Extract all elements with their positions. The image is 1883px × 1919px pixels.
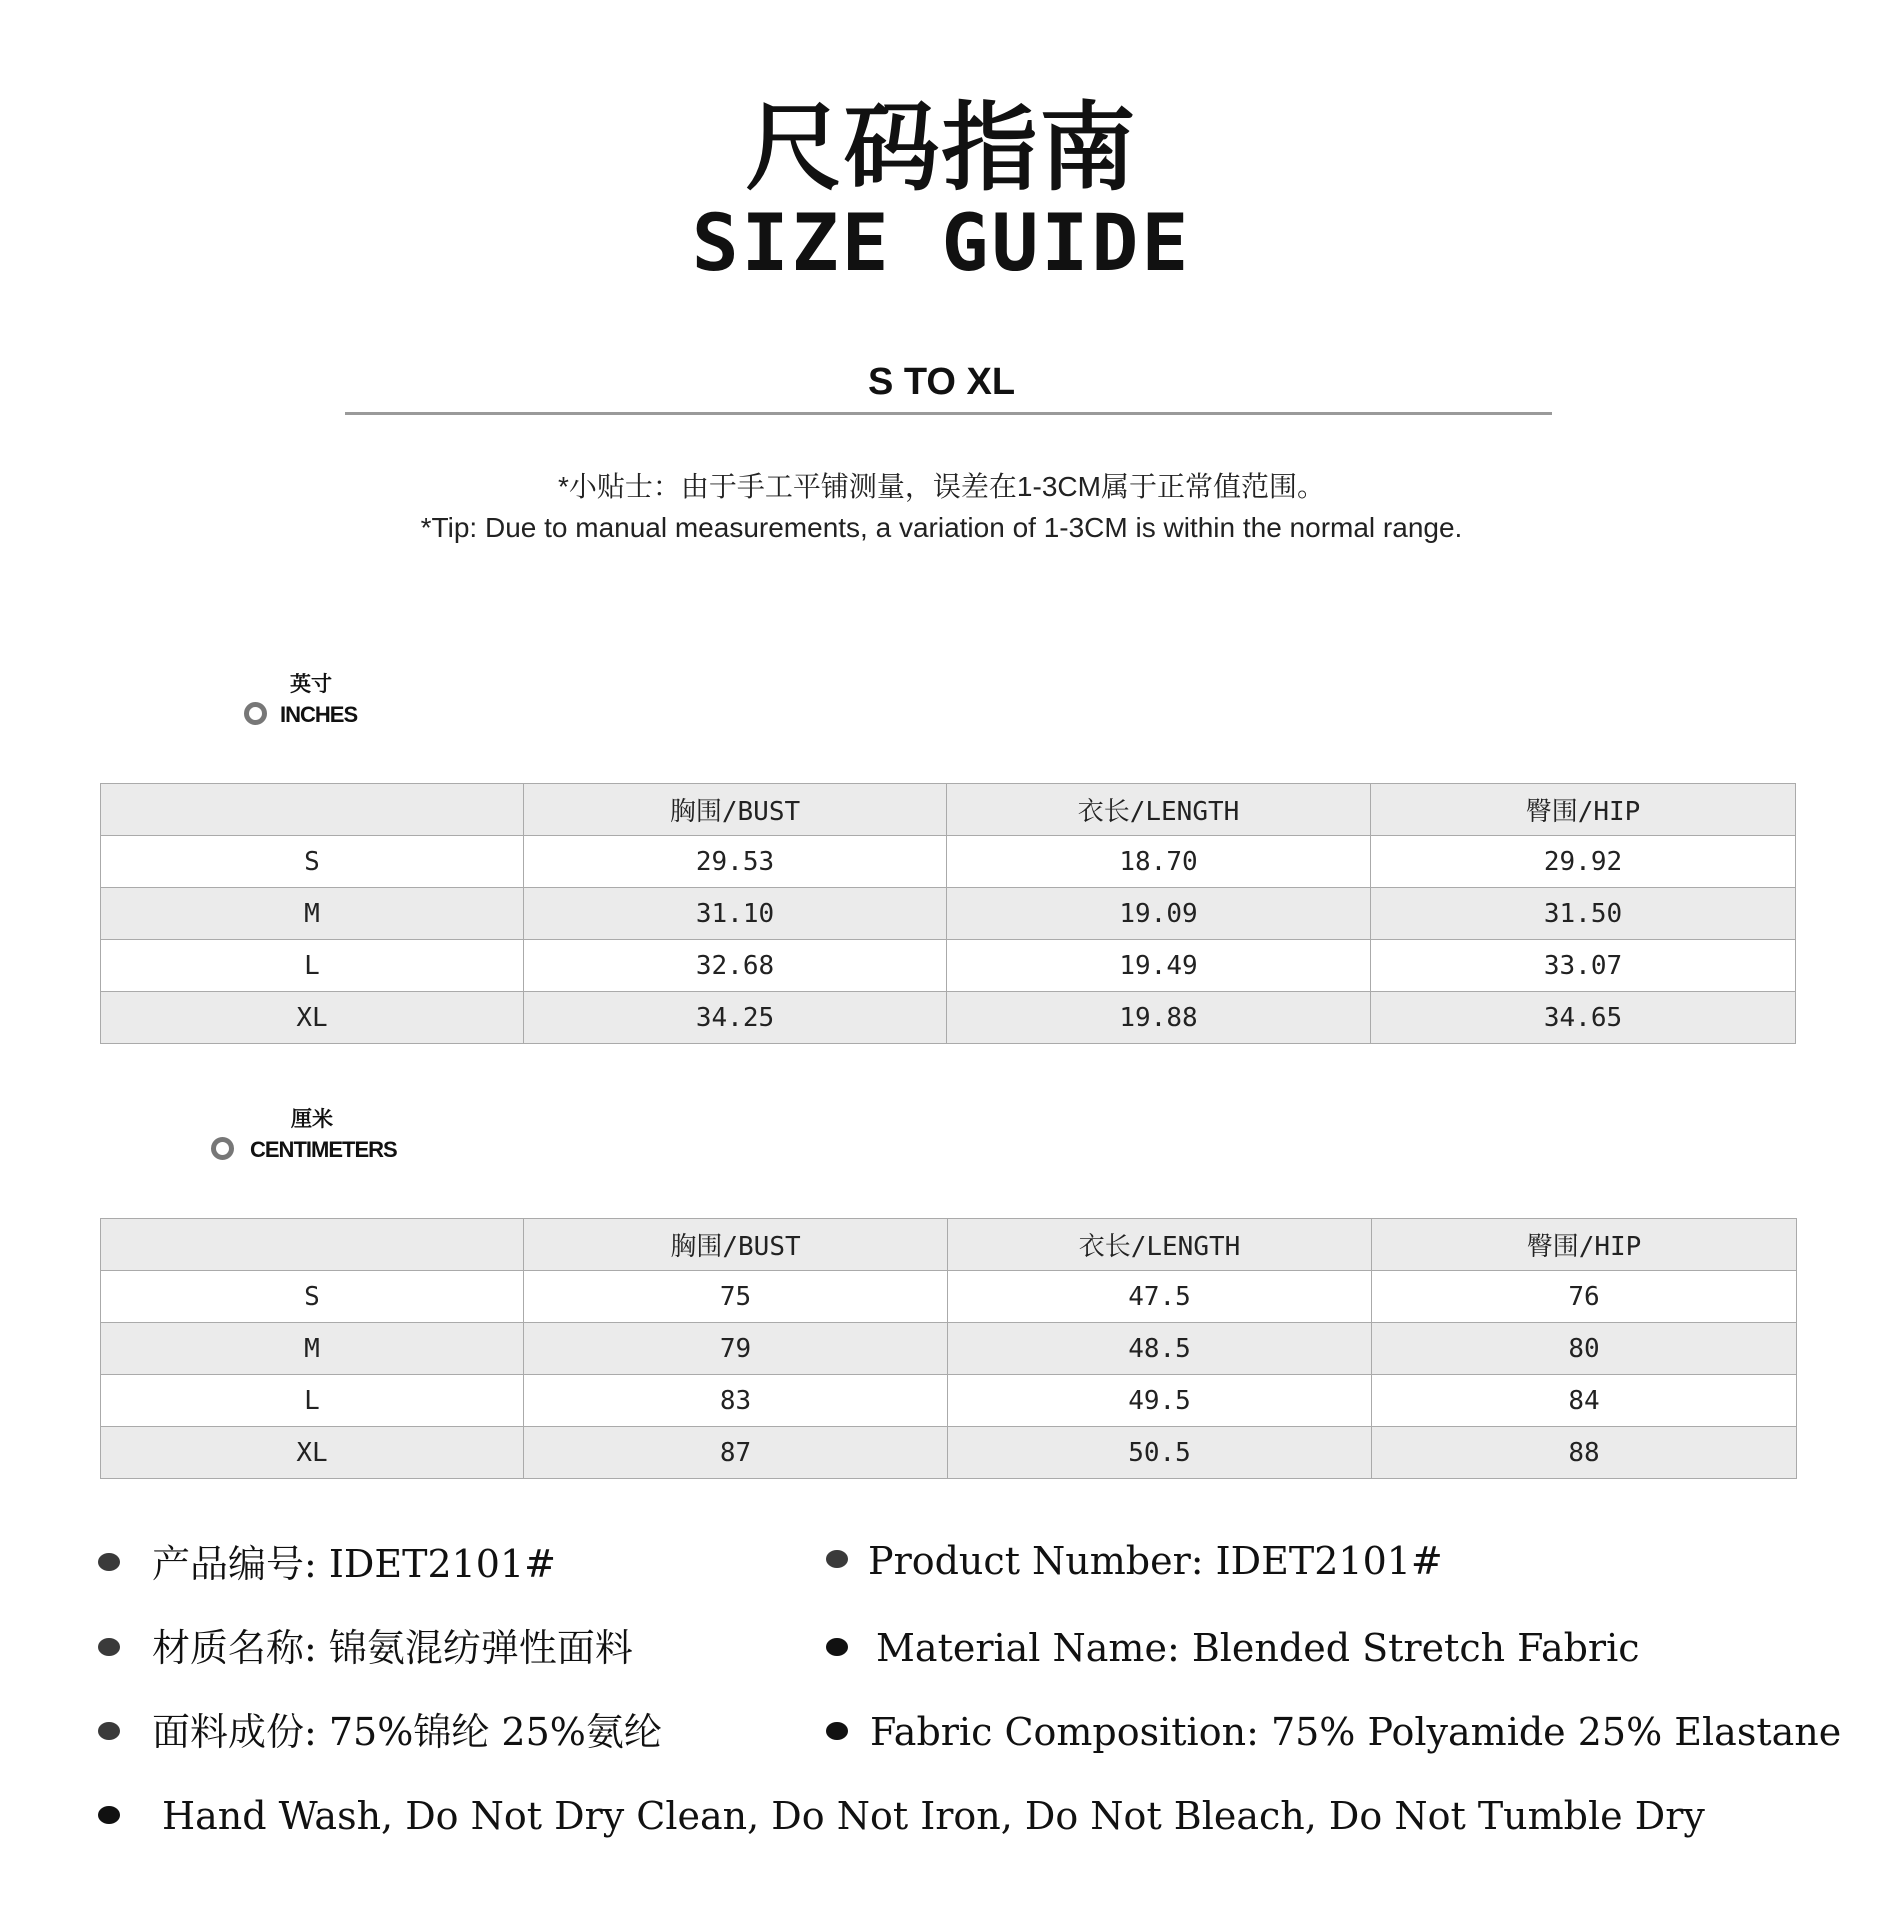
size-range: S TO XL (867, 361, 1016, 403)
table-cell: 84 (1372, 1375, 1797, 1427)
table-cell: 19.09 (947, 888, 1371, 940)
tip-cn: *小贴士：由于手工平铺测量，误差在1-3CM属于正常值范围。 (558, 471, 1325, 502)
bullet-icon (98, 1722, 120, 1740)
header-cell: 衣长/LENGTH (947, 784, 1371, 836)
header-cell: 臀围/HIP (1372, 1219, 1797, 1271)
size-cell: S (101, 836, 524, 888)
table-row (101, 1323, 1797, 1375)
table-cell: 31.50 (1371, 888, 1796, 940)
table-cell: 29.53 (524, 836, 947, 888)
material-en: Material Name: Blended Stretch Fabric (876, 1626, 1640, 1670)
table-cell: 80 (1372, 1323, 1797, 1375)
size-cell: XL (101, 992, 524, 1044)
table-row (101, 940, 1796, 992)
table-row (101, 836, 1796, 888)
bullet-icon (826, 1722, 848, 1740)
table-cell: 50.5 (948, 1427, 1372, 1479)
bullet-icon (98, 1806, 120, 1824)
header-cell: 胸围/BUST (524, 784, 947, 836)
table-row (101, 1271, 1797, 1323)
circle-icon (244, 702, 267, 725)
inches-label-cn: 英寸 (290, 671, 332, 696)
composition-cn: 面料成份: 75%锦纶 25%氨纶 (152, 1710, 662, 1754)
table-row (101, 992, 1796, 1044)
header-cell (101, 1219, 524, 1271)
inches-label-en: INCHES (280, 702, 358, 727)
size-cell: S (101, 1271, 524, 1323)
header-cell (101, 784, 524, 836)
product-number-en: Product Number: IDET2101# (868, 1539, 1443, 1583)
bullet-icon (98, 1638, 120, 1656)
product-number-cn: 产品编号: IDET2101# (152, 1542, 556, 1586)
table-row (101, 1375, 1797, 1427)
table-cell: 88 (1372, 1427, 1797, 1479)
table-cell: 32.68 (524, 940, 947, 992)
table-cell: 49.5 (948, 1375, 1372, 1427)
care-instructions: Hand Wash, Do Not Dry Clean, Do Not Iron, Do Not Bleach, Do Not Tumble Dry (162, 1794, 1705, 1838)
header-cell: 臀围/HIP (1371, 784, 1796, 836)
header-cell: 胸围/BUST (524, 1219, 948, 1271)
size-cell: M (101, 1323, 524, 1375)
table-cell: 34.25 (524, 992, 947, 1044)
bullet-icon (826, 1550, 848, 1568)
table-row (101, 888, 1796, 940)
table-header-row (101, 1219, 1797, 1271)
table-cell: 18.70 (947, 836, 1371, 888)
centimeters-table (100, 1218, 1797, 1479)
title-cn: 尺码指南 (745, 91, 1138, 204)
inches-table (100, 783, 1796, 1044)
centimeters-label-cn: 厘米 (291, 1106, 333, 1131)
composition-en: Fabric Composition: 75% Polyamide 25% Elastane (870, 1710, 1842, 1754)
table-cell: 48.5 (948, 1323, 1372, 1375)
table-header-row (101, 784, 1796, 836)
table-cell: 79 (524, 1323, 948, 1375)
table-cell: 83 (524, 1375, 948, 1427)
title-en: SIZE GUIDE (691, 199, 1192, 289)
table-cell: 29.92 (1371, 836, 1796, 888)
table-cell: 19.88 (947, 992, 1371, 1044)
size-cell: M (101, 888, 524, 940)
centimeters-label-en: CENTIMETERS (250, 1137, 397, 1162)
size-cell: XL (101, 1427, 524, 1479)
size-cell: L (101, 940, 524, 992)
circle-icon (211, 1137, 234, 1160)
table-cell: 31.10 (524, 888, 947, 940)
material-cn: 材质名称: 锦氨混纺弹性面料 (152, 1626, 633, 1670)
bullet-icon (98, 1553, 120, 1571)
table-cell: 47.5 (948, 1271, 1372, 1323)
tip-en: *Tip: Due to manual measurements, a variation of 1-3CM is within the normal range. (420, 512, 1463, 543)
table-cell: 75 (524, 1271, 948, 1323)
bullet-icon (826, 1638, 848, 1656)
table-cell: 34.65 (1371, 992, 1796, 1044)
header-cell: 衣长/LENGTH (948, 1219, 1372, 1271)
table-cell: 87 (524, 1427, 948, 1479)
table-cell: 76 (1372, 1271, 1797, 1323)
table-cell: 33.07 (1371, 940, 1796, 992)
table-cell: 19.49 (947, 940, 1371, 992)
size-cell: L (101, 1375, 524, 1427)
divider (345, 412, 1552, 415)
table-row (101, 1427, 1797, 1479)
